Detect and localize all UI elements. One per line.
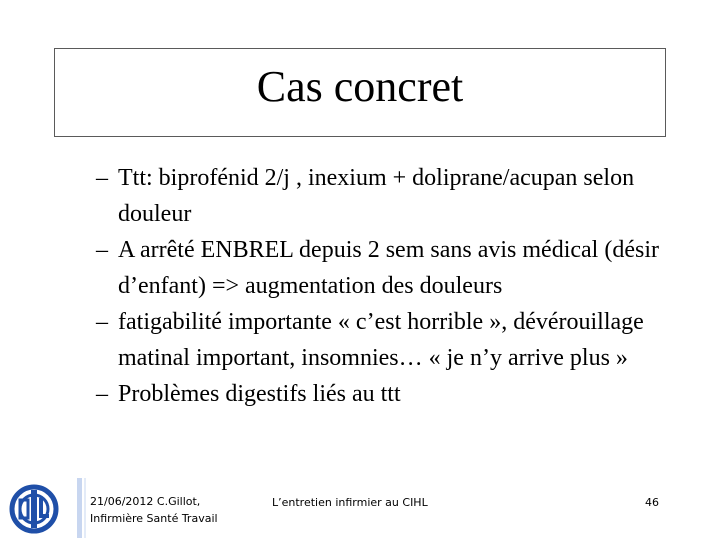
bullet-dash: – [96, 381, 108, 407]
footer-divider-light [84, 478, 86, 538]
bullet-item [96, 160, 676, 232]
bullet-text: A arrêté ENBREL depuis 2 sem sans avis médical (désir d’enfant) => augmentation des douleurs [118, 237, 659, 299]
bullet-text: Ttt: biprofénid 2/j , inexium + doliprane/acupan selon douleur [118, 165, 635, 227]
footer-center-text: L’entretien infirmier au CIHL [272, 496, 428, 509]
footer-divider [77, 478, 82, 538]
bullet-dash: – [96, 165, 108, 191]
bullet-text: Problèmes digestifs liés au ttt [118, 381, 401, 407]
title-box [54, 48, 666, 137]
bullet-item [96, 232, 676, 304]
bullet-text: fatigabilité importante « c’est horrible », dévérouillage matinal important, insomnies… « je n’y arrive plus » [118, 309, 644, 371]
bullet-dash: – [96, 309, 108, 335]
cihl-logo-icon [8, 484, 60, 534]
bullet-list [96, 160, 676, 412]
footer-date-author: 21/06/2012 C.Gillot, [90, 495, 201, 508]
footer-organization: Infirmière Santé Travail [90, 512, 218, 525]
cihl-logo [8, 484, 60, 534]
bullet-dash: – [96, 237, 108, 263]
bullet-item [96, 376, 676, 412]
slide-title: Cas concret [256, 62, 464, 111]
bullet-item [96, 304, 676, 376]
page-number: 46 [645, 496, 659, 509]
